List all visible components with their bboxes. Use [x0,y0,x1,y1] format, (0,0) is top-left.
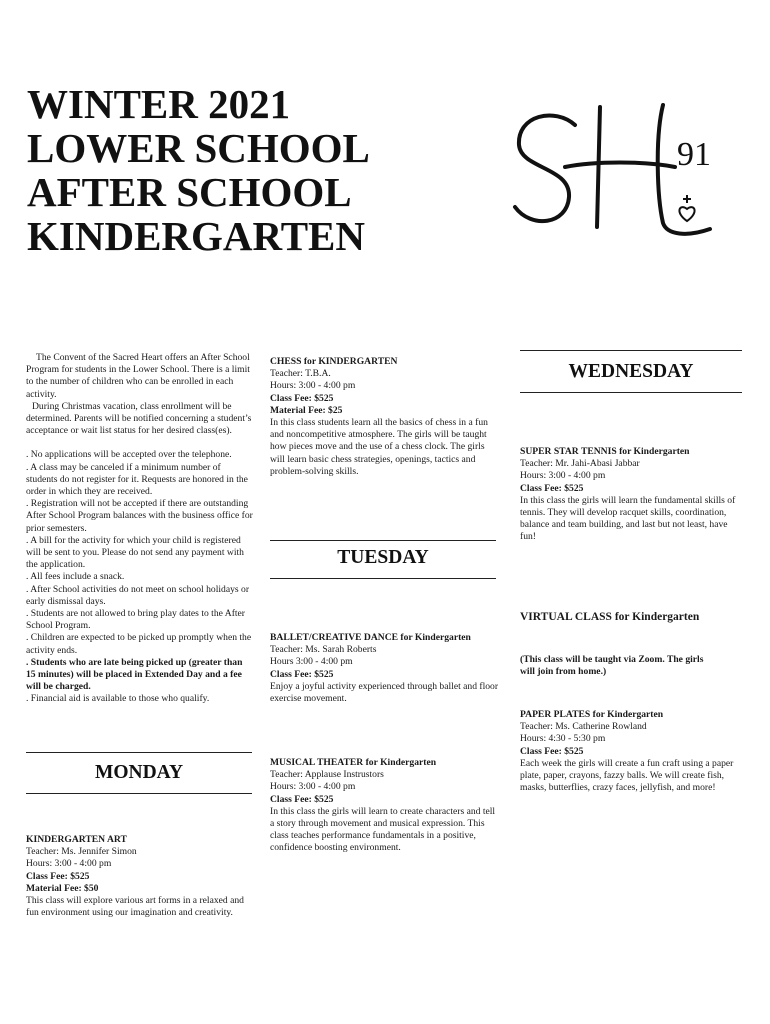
class-description: In this class students learn all the basics of chess in a fun and noncompetitive atmosphere. The girls will be taught how pieces move and the use of a chess clock. The girls will learn basic chess strategies, openings, tactics and problem-solving skills. [270,417,488,477]
divider [520,350,742,351]
class-hours: Hours: 3:00 - 4:00 pm [520,470,606,482]
policy-item: . All fees include a snack. [26,571,125,583]
class-teacher: Teacher: Ms. Catherine Rowland [520,721,647,733]
policy-item: . No applications will be accepted over the telephone. [26,449,232,461]
intro-column [26,352,254,706]
class-hours: Hours: 3:00 - 4:00 pm [270,781,356,793]
divider [520,392,742,393]
policy-item: . After School activities do not meet on school holidays or early dismissal days. [26,583,250,607]
class-fee: Class Fee: $525 [270,793,334,805]
policy-item: . Registration will not be accepted if there are outstanding After School Program balances with the business office for prior semesters. [26,498,253,534]
class-ballet [270,632,500,705]
class-title: SUPER STAR TENNIS for Kindergarten [520,446,690,457]
virtual-class-section [520,610,744,678]
divider [270,540,496,541]
intro-paragraph: During Christmas vacation, class enrollment will be determined. Parents will be notified concerning a student’s acceptance or wait list status for her desired class(es). [26,400,252,437]
class-fee: Class Fee: $525 [520,482,584,494]
virtual-class-note: (This class will be taught via Zoom. The girls will join from home.) [520,654,704,678]
class-teacher: Teacher: Ms. Jennifer Simon [26,846,137,858]
divider [270,578,496,579]
divider [26,752,252,753]
class-title: PAPER PLATES for Kindergarten [520,709,664,720]
class-hours: Hours: 4:30 - 5:30 pm [520,733,606,745]
class-chess [270,356,500,478]
class-title: MUSICAL THEATER for Kindergarten [270,757,437,768]
school-logo [505,97,730,247]
class-paper-plates [520,709,744,794]
logo-year: 91 [677,136,711,173]
intro-paragraph: The Convent of the Sacred Heart offers an After School Program for students in the Lower School. There is a limit to the number of children who can be enrolled in each activity. [26,352,250,400]
heart-cross-icon [679,195,694,221]
class-fee: Class Fee: $525 [270,392,334,404]
policy-item: . Students are not allowed to bring play dates to the After School Program. [26,608,246,632]
virtual-class-title: VIRTUAL CLASS for Kindergarten [520,611,700,623]
class-teacher: Teacher: T.B.A. [270,368,331,380]
material-fee: Material Fee: $25 [270,404,343,416]
class-description: Enjoy a joyful activity experienced through ballet and floor exercise movement. [270,680,499,705]
class-kindergarten-art [26,834,254,919]
page-title [27,82,370,258]
day-heading-monday: MONDAY [94,762,184,783]
class-teacher: Teacher: Applause Instrustors [270,769,384,781]
class-title: BALLET/CREATIVE DANCE for Kindergarten [270,632,471,643]
title-line: WINTER 2021 [27,81,291,127]
policy-item: . A class may be canceled if a minimum number of students do not register for it. Requests are honored in the order in which they are received. [26,461,248,498]
class-description: In this class the girls will learn the fundamental skills of tennis. They will develop racquet skills, coordination, balance and team building, and last but not least, have fun! [520,494,736,543]
class-hours: Hours: 3:00 - 4:00 pm [270,380,356,392]
day-heading-wednesday: WEDNESDAY [568,361,694,382]
class-musical-theater [270,757,500,855]
day-heading-tuesday: TUESDAY [337,547,429,568]
class-fee: Class Fee: $525 [26,870,90,882]
divider [26,793,252,794]
class-teacher: Teacher: Ms. Sarah Roberts [270,644,377,656]
late-pickup-policy: . Students who are late being picked up (greater than 15 minutes) will be placed in Extended Day and a fee will be charged. [26,656,243,693]
class-description: Each week the girls will create a fun craft using a paper plate, paper, crayons, fazzy balls. We will create fish, masks, butterflies, crazy faces, jellyfish, and more! [520,757,734,794]
material-fee: Material Fee: $50 [26,882,99,894]
class-tennis [520,446,744,544]
class-description: In this class the girls will learn to create characters and tell a story through movement and musical expression. This class teaches performance fundamentals in a positive, confidence boosting environment. [270,805,496,854]
title-line: KINDERGARTEN [27,213,365,259]
title-line: LOWER SCHOOL [27,125,370,171]
class-description: This class will explore various art forms in a relaxed and fun environment using our imagination and creativity. [26,895,244,919]
class-teacher: Teacher: Mr. Jahi-Abasi Jabbar [520,458,640,470]
title-line: AFTER SCHOOL [27,169,352,215]
class-fee: Class Fee: $525 [520,745,584,757]
class-fee: Class Fee: $525 [270,668,334,680]
class-title: CHESS for KINDERGARTEN [270,356,398,367]
class-title: KINDERGARTEN ART [26,834,127,845]
policy-item: . Children are expected to be picked up promptly when the activity ends. [26,632,252,656]
policy-item: . Financial aid is available to those who qualify. [26,693,210,705]
class-hours: Hours 3:00 - 4:00 pm [270,656,353,668]
policy-item: . A bill for the activity for which your child is registered will be sent to you. Please do not send any payment with the application. [26,534,244,571]
class-hours: Hours: 3:00 - 4:00 pm [26,858,112,870]
